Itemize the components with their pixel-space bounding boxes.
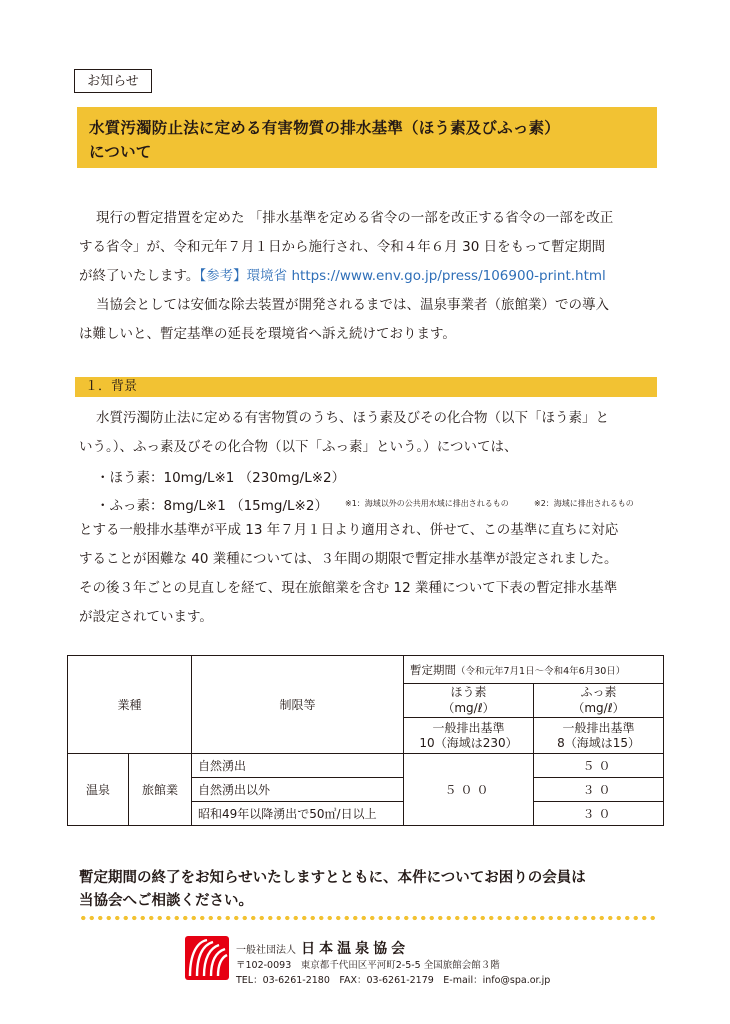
intro-line-1: 現行の暫定措置を定めた 「排水基準を定める省令の一部を改正する省令の一部を改正: [96, 210, 614, 226]
title-banner: [77, 107, 657, 168]
boron-unit: （mg/ℓ）: [404, 701, 534, 718]
intro-line-3-text: が終了いたします。: [79, 268, 200, 284]
intro-line-4: 当協会としては安価な除去装置が開発されるまでは、温泉事業者（旅館業）での導入: [96, 297, 609, 313]
footnote-1: ※1：海域以外の公共用水域に排出されるもの: [345, 499, 509, 508]
table-row-condition: 自然湧出: [192, 754, 404, 778]
header-period-range: （令和元年7月1日～令和4年6月30日）: [456, 665, 626, 677]
background-line-6: が設定されています。: [79, 609, 213, 625]
header-period-label: 暫定期間: [410, 662, 457, 677]
fluorine-header: ふっ素: [534, 684, 664, 701]
category-cell: 温泉: [68, 754, 129, 826]
fluorine-general-value: 8（海域は15）: [557, 735, 640, 750]
organization-name: [236, 938, 409, 958]
section-heading: １．背景: [85, 379, 138, 394]
footer-contact: TEL：03-6261-2180 FAX：03-6261-2179 E-mail：info@spa.or.jp: [236, 975, 551, 986]
closing-line-2: 当協会へご相談ください。: [79, 893, 253, 909]
reference-link[interactable]: https://www.env.go.jp/press/106900-print.html: [291, 268, 606, 284]
boron-provisional-value: ５００: [404, 754, 534, 826]
reference-org: 環境省: [246, 268, 288, 284]
header-period: [404, 656, 664, 684]
organization-type: 一般社団法人: [236, 945, 296, 956]
table-row-fluorine: ３０: [534, 778, 664, 802]
dotted-divider: [79, 915, 657, 921]
table-row-fluorine: ５０: [534, 754, 664, 778]
footnote-2: ※2：海域に排出されるもの: [534, 499, 634, 508]
footer-address: 〒102-0093 東京都千代田区平河町2-5-5 全国旅館会館３階: [236, 960, 500, 971]
fluorine-standard-item: ・ふっ素：8mg/L※1 （15mg/L※2）: [96, 498, 328, 514]
background-line-1: 水質汚濁防止法に定める有害物質のうち、ほう素及びその化合物（以下「ほう素」と: [96, 410, 609, 426]
table-row-condition: 自然湧出以外: [192, 778, 404, 802]
background-line-5: その後３年ごとの見直しを経て、現在旅館業を含む 12 業種について下表の暫定排水基準: [79, 580, 618, 596]
organization-title: 日本温泉協会: [301, 941, 410, 957]
intro-line-3: [79, 262, 659, 291]
standards-table: [67, 655, 664, 826]
boron-general-value: 10（海域は230）: [419, 735, 518, 750]
reference-tag: 【参考】: [199, 268, 247, 284]
boron-general-label: 一般排出基準: [432, 720, 505, 735]
section-heading-bar: [75, 377, 657, 397]
association-logo-icon: [185, 936, 229, 980]
intro-line-2: する省令」が、令和元年７月１日から施行され、令和４年６月 30 日をもって暫定期間: [79, 239, 606, 255]
header-industry: 業種: [68, 656, 192, 754]
title-line-2: について: [89, 143, 152, 161]
fluorine-general-label: 一般排出基準: [562, 720, 635, 735]
fluorine-unit: （mg/ℓ）: [534, 701, 664, 718]
header-limit: 制限等: [192, 656, 404, 754]
background-line-4: することが困難な 40 業種については、３年間の期限で暫定排水基準が設定されました。: [79, 551, 618, 567]
background-line-3: とする一般排水基準が平成 13 年７月１日より適用され、併せて、この基準に直ちに対応: [79, 522, 619, 538]
fluorine-general-standard: [534, 718, 664, 754]
table-row-condition: 昭和49年以降湧出で50㎥/日以上: [192, 802, 404, 826]
title-line-1: 水質汚濁防止法に定める有害物質の排水基準（ほう素及びふっ素）: [89, 119, 561, 137]
boron-standard-item: ・ほう素：10mg/L※1 （230mg/L※2）: [96, 470, 346, 486]
table-row-fluorine: ３０: [534, 802, 664, 826]
boron-general-standard: [404, 718, 534, 754]
background-line-2: いう。）、ふっ素及びその化合物（以下「ふっ素」という。）については、: [79, 439, 518, 455]
subcategory-cell: 旅館業: [129, 754, 192, 826]
boron-header: ほう素: [404, 684, 534, 701]
closing-line-1: 暫定期間の終了をお知らせいたしますとともに、本件についてお困りの会員は: [79, 870, 586, 886]
notice-label: お知らせ: [74, 69, 152, 93]
intro-line-5: は難しいと、暫定基準の延長を環境省へ訴え続けております。: [79, 326, 456, 342]
